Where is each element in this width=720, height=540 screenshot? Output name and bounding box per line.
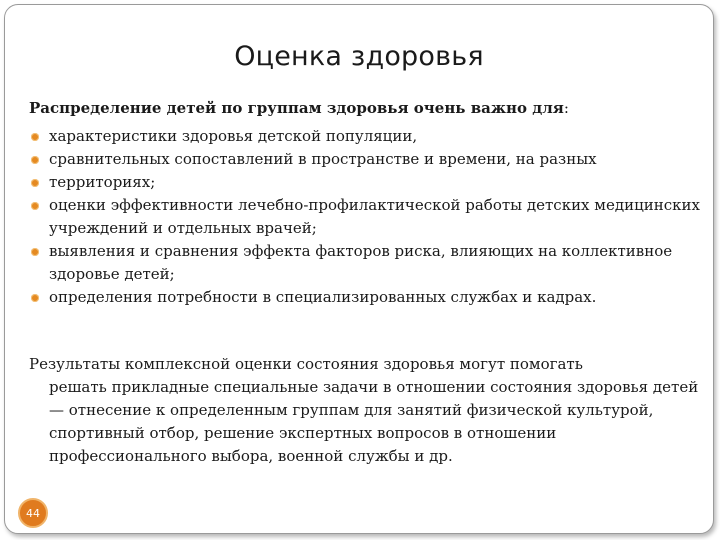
bullet-dot-icon — [31, 133, 39, 141]
intro-line — [29, 99, 705, 117]
bullet-list — [29, 125, 705, 309]
bullet-dot-icon — [31, 248, 39, 256]
paragraph-first-line: Результаты комплексной оценки состояния здоровья могут помогать — [29, 355, 583, 373]
list-item-text: определения потребности в специализированных службах и кадрах. — [49, 288, 597, 306]
list-item-text: территориях; — [49, 173, 156, 191]
bullet-dot-icon — [31, 179, 39, 187]
page-number-badge — [18, 498, 48, 528]
list-item-text: сравнительных сопоставлений в пространстве и времени, на разных — [49, 150, 597, 168]
list-item — [29, 148, 705, 171]
list-item — [29, 286, 705, 309]
list-item-text: выявления и сравнения эффекта факторов риска, влияющих на коллективное здоровье детей; — [49, 242, 673, 283]
paragraph-continuation: решать прикладные специальные задачи в отношении состояния здоровья детей — отнесение к определенным группам для занятий физической культурой, спортивный отбор, решение экспертных вопросов в отношении профессионального выбора, военной службы и др. — [49, 378, 699, 465]
list-item — [29, 194, 705, 240]
list-item-text: характеристики здоровья детской популяции, — [49, 127, 418, 145]
list-item — [29, 125, 705, 148]
bullet-dot-icon — [31, 294, 39, 302]
slide-title: Оценка здоровья — [234, 41, 484, 72]
intro-text: Распределение детей по группам здоровья очень важно для — [29, 99, 564, 117]
intro-colon: : — [563, 99, 569, 117]
list-item — [29, 171, 705, 194]
list-item-text: оценки эффективности лечебно-профилактической работы детских медицинских учреждений и отдельных врачей; — [49, 196, 700, 237]
list-item — [29, 240, 705, 286]
slide — [4, 4, 714, 534]
results-paragraph — [29, 353, 699, 468]
bullet-dot-icon — [31, 202, 39, 210]
bullet-dot-icon — [31, 156, 39, 164]
page-number: 44 — [26, 506, 40, 520]
